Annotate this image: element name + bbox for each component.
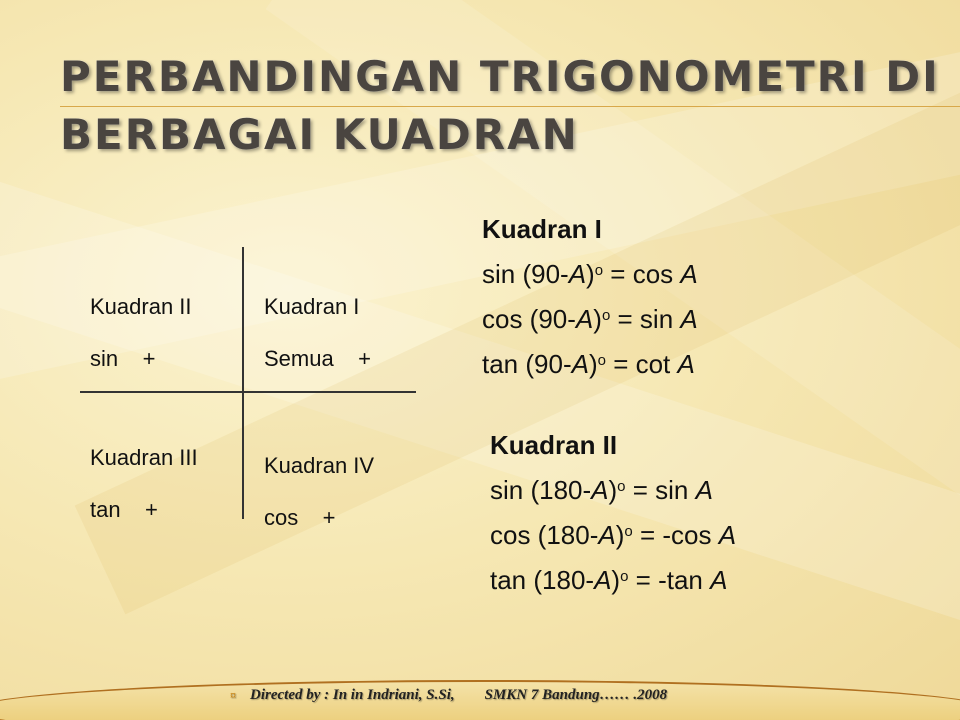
quadrant-2-sign: sin +	[90, 346, 156, 371]
quadrant-4-sign: cos +	[264, 505, 336, 530]
quadrant-3-sign: tan +	[90, 497, 158, 522]
kuadran-2-heading: Kuadran II	[490, 430, 618, 460]
kuadran-1-heading: Kuadran I	[482, 214, 602, 244]
quadrant-1-sign: Semua +	[264, 346, 372, 371]
quadrant-3-label: Kuadran III	[90, 445, 198, 470]
quadrant-1-label: Kuadran I	[264, 294, 360, 319]
formula-row: $\tan (180-A)^o = -\tan$ A	[490, 565, 728, 595]
vertical-axis	[242, 247, 244, 519]
footer-school: SMKN 7 Bandung…… .2008	[484, 687, 668, 703]
footer-author: Directed by : In in Indriani, S.Si,	[250, 687, 455, 703]
quadrant-4-label: Kuadran IV	[264, 453, 375, 478]
formula-row: $\sin (180-A)^o = \sin A$	[490, 475, 713, 505]
slide-title: PERBANDINGAN TRIGONOMETRI DI BERBAGAI KUADRAN	[60, 52, 940, 159]
quadrant-2-label: Kuadran II	[90, 294, 192, 319]
kuadran-2-formulas	[490, 423, 736, 603]
formula-row: $\cos (90-A)^o = \sin A$	[482, 304, 698, 334]
formula-row: $\sin (90-A)^o = \cos A$	[482, 259, 698, 289]
bullet-icon: ¤	[230, 688, 236, 702]
formula-row: $\cos (180-A)^o = -\cos$ A	[490, 520, 737, 550]
kuadran-1-formulas	[482, 207, 698, 387]
title-underline	[60, 106, 960, 107]
footer-credit	[230, 687, 667, 704]
formula-row: $\tan (90-A)^o = \cot A$	[482, 349, 695, 379]
horizontal-axis	[80, 391, 416, 393]
